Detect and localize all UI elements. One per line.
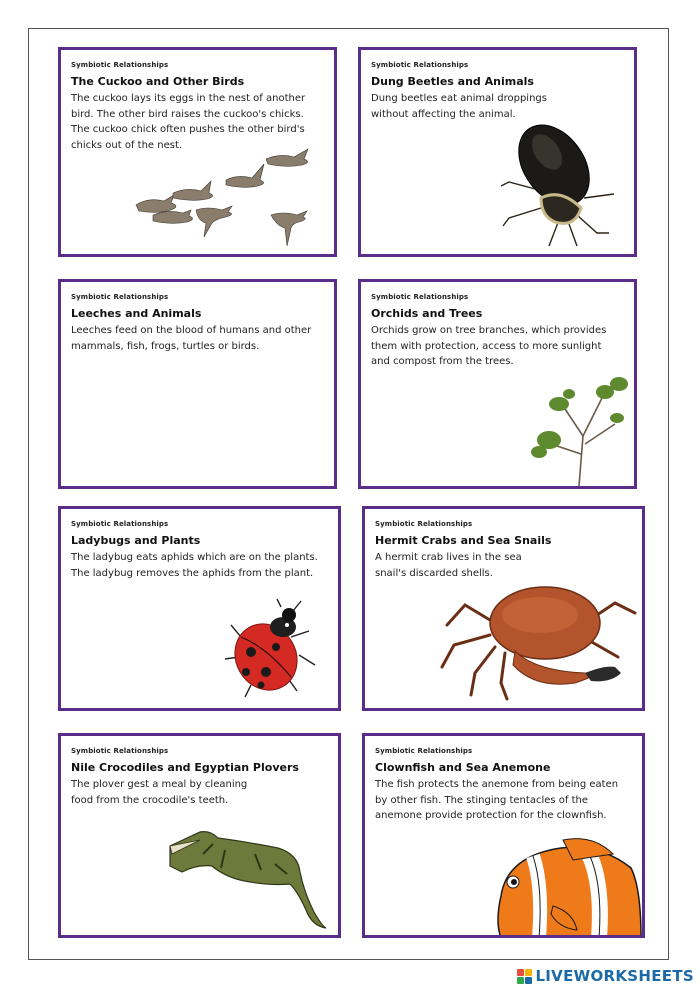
crocodile-illustration bbox=[165, 818, 330, 930]
card-description: The cuckoo lays its eggs in the nest of another bird. The other bird raises the cuckoo's chicks. The cuckoo chick often pushes the other bird's chicks out of the nest. bbox=[71, 93, 306, 151]
card-title: Clownfish and Sea Anemone bbox=[375, 761, 551, 774]
card-kicker: Symbiotic Relationships bbox=[71, 61, 169, 69]
clownfish-illustration bbox=[493, 836, 643, 938]
liveworksheets-logo bbox=[517, 967, 694, 985]
card-description: Orchids grow on tree branches, which provides them with protection, access to more sunlight and compost from the trees. bbox=[371, 325, 607, 367]
card-description: The plover gest a meal by cleaning food from the crocodile's teeth. bbox=[71, 779, 248, 806]
card-kicker: Symbiotic Relationships bbox=[71, 293, 169, 301]
card-description: The fish protects the anemone from being eaten by other fish. The stinging tentacles of the anemone provide protection for the clownfish. bbox=[375, 779, 619, 821]
flying-birds-illustration bbox=[131, 145, 331, 250]
ladybug-illustration bbox=[221, 597, 326, 702]
card-cuckoo bbox=[58, 47, 337, 257]
card-orchids bbox=[358, 279, 637, 489]
card-kicker: Symbiotic Relationships bbox=[71, 520, 169, 528]
card-kicker: Symbiotic Relationships bbox=[375, 520, 473, 528]
card-kicker: Symbiotic Relationships bbox=[371, 293, 469, 301]
card-kicker: Symbiotic Relationships bbox=[375, 747, 473, 755]
logo-text: LIVEWORKSHEETS bbox=[535, 967, 694, 985]
card-leeches bbox=[58, 279, 337, 489]
card-ladybugs bbox=[58, 506, 341, 711]
tree-branch-illustration bbox=[529, 374, 635, 486]
card-description: The ladybug eats aphids which are on the plants. The ladybug removes the aphids from the plant. bbox=[71, 552, 318, 579]
card-title: Orchids and Trees bbox=[371, 307, 483, 320]
dung-beetle-illustration bbox=[499, 120, 629, 250]
card-title: The Cuckoo and Other Birds bbox=[71, 75, 245, 88]
card-kicker: Symbiotic Relationships bbox=[371, 61, 469, 69]
card-dung-beetle bbox=[358, 47, 637, 257]
card-crocodiles bbox=[58, 733, 341, 938]
card-title: Ladybugs and Plants bbox=[71, 534, 201, 547]
card-title: Nile Crocodiles and Egyptian Plovers bbox=[71, 761, 299, 774]
crab-illustration bbox=[435, 563, 640, 703]
card-description: A hermit crab lives in the sea snail's discarded shells. bbox=[375, 552, 522, 579]
card-kicker: Symbiotic Relationships bbox=[71, 747, 169, 755]
logo-mark-icon bbox=[517, 969, 532, 984]
card-title: Hermit Crabs and Sea Snails bbox=[375, 534, 552, 547]
card-title: Leeches and Animals bbox=[71, 307, 202, 320]
card-description: Dung beetles eat animal droppings without affecting the animal. bbox=[371, 93, 547, 120]
card-title: Dung Beetles and Animals bbox=[371, 75, 534, 88]
card-description: Leeches feed on the blood of humans and other mammals, fish, frogs, turtles or birds. bbox=[71, 325, 312, 352]
card-hermit-crabs bbox=[362, 506, 645, 711]
card-clownfish bbox=[362, 733, 645, 938]
